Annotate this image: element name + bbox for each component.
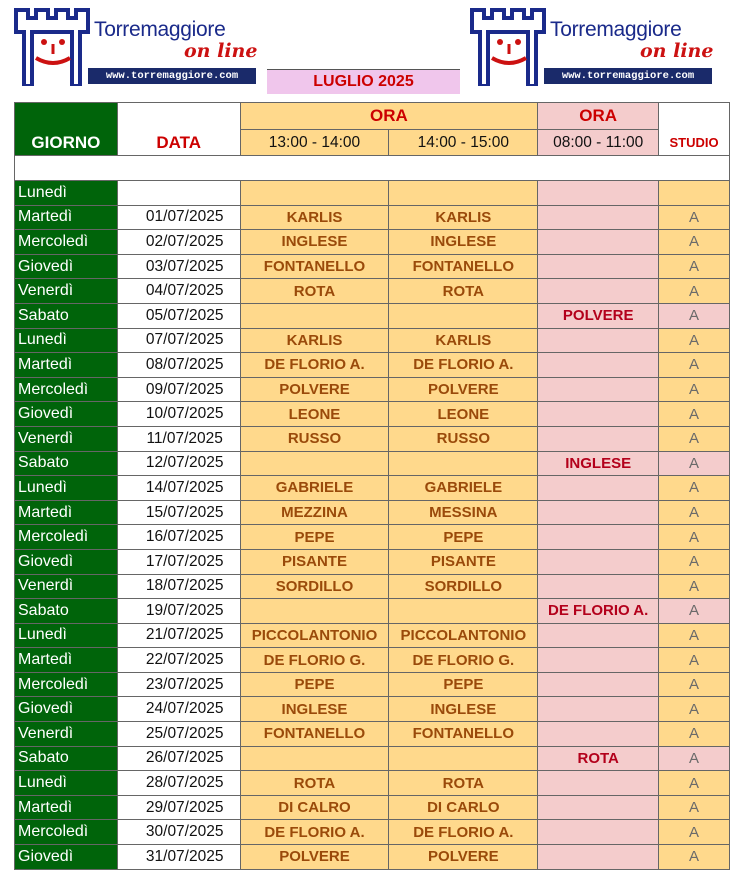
slot-3-cell xyxy=(538,549,659,574)
slot-1-cell: GABRIELE xyxy=(240,476,389,501)
table-row xyxy=(15,328,730,353)
slot-2-cell: DE FLORIO A. xyxy=(389,820,538,845)
slot-1-cell: KARLIS xyxy=(240,205,389,230)
date-cell: 01/07/2025 xyxy=(117,205,240,230)
studio-cell: A xyxy=(659,746,730,771)
date-cell: 11/07/2025 xyxy=(117,426,240,451)
day-cell: Martedì xyxy=(15,500,118,525)
date-cell: 10/07/2025 xyxy=(117,402,240,427)
slot-3-cell xyxy=(538,426,659,451)
studio-cell: A xyxy=(659,697,730,722)
date-cell: 21/07/2025 xyxy=(117,623,240,648)
table-row xyxy=(15,672,730,697)
slot-2-cell: FONTANELLO xyxy=(389,722,538,747)
slot-1-cell: LEONE xyxy=(240,402,389,427)
brand-name: Torremaggiore xyxy=(550,18,682,41)
date-cell: 07/07/2025 xyxy=(117,328,240,353)
slot-3-cell xyxy=(538,795,659,820)
table-row xyxy=(15,205,730,230)
table-row xyxy=(15,525,730,550)
slot-1-cell: KARLIS xyxy=(240,328,389,353)
studio-cell: A xyxy=(659,722,730,747)
studio-cell: A xyxy=(659,574,730,599)
slot-1-cell: FONTANELLO xyxy=(240,722,389,747)
day-cell: Martedì xyxy=(15,353,118,378)
date-cell: 26/07/2025 xyxy=(117,746,240,771)
day-cell: Sabato xyxy=(15,451,118,476)
slot-1-cell xyxy=(240,599,389,624)
day-cell: Martedì xyxy=(15,795,118,820)
day-cell: Mercoledì xyxy=(15,820,118,845)
slot-3-cell xyxy=(538,328,659,353)
slot-1-cell: INGLESE xyxy=(240,697,389,722)
slot-1-cell: SORDILLO xyxy=(240,574,389,599)
studio-cell xyxy=(659,181,730,206)
day-cell: Venerdì xyxy=(15,279,118,304)
table-row xyxy=(15,820,730,845)
slot-1-cell: ROTA xyxy=(240,279,389,304)
slot-3-cell xyxy=(538,697,659,722)
day-cell: Sabato xyxy=(15,599,118,624)
brand-tagline: on line xyxy=(184,40,258,62)
studio-cell: A xyxy=(659,672,730,697)
date-cell: 25/07/2025 xyxy=(117,722,240,747)
slot-3-cell xyxy=(538,476,659,501)
slot-3-cell xyxy=(538,845,659,870)
slot-1-cell: ROTA xyxy=(240,771,389,796)
day-cell: Lunedì xyxy=(15,328,118,353)
day-cell: Sabato xyxy=(15,746,118,771)
website-url[interactable]: www.torremaggiore.com xyxy=(88,68,256,84)
table-row xyxy=(15,845,730,870)
slot-2-cell: POLVERE xyxy=(389,377,538,402)
table-row xyxy=(15,574,730,599)
day-cell: Martedì xyxy=(15,648,118,673)
slot-2-cell: INGLESE xyxy=(389,230,538,255)
spacer-row xyxy=(15,156,730,181)
slot-2-cell xyxy=(389,599,538,624)
schedule-table xyxy=(14,102,730,870)
date-cell: 17/07/2025 xyxy=(117,549,240,574)
studio-cell: A xyxy=(659,230,730,255)
day-cell: Giovedì xyxy=(15,402,118,427)
day-cell: Sabato xyxy=(15,303,118,328)
table-row xyxy=(15,230,730,255)
table-row xyxy=(15,697,730,722)
slot-2-cell xyxy=(389,451,538,476)
slot-3-cell xyxy=(538,353,659,378)
day-cell: Lunedì xyxy=(15,181,118,206)
slot-3-cell xyxy=(538,672,659,697)
table-row xyxy=(15,377,730,402)
slot-2-cell: ROTA xyxy=(389,279,538,304)
studio-cell: A xyxy=(659,599,730,624)
slot-2-cell: PEPE xyxy=(389,525,538,550)
studio-cell: A xyxy=(659,377,730,402)
table-row xyxy=(15,746,730,771)
studio-cell: A xyxy=(659,426,730,451)
slot-3-cell xyxy=(538,230,659,255)
month-title: LUGLIO 2025 xyxy=(267,69,460,94)
header-slot-1: 13:00 - 14:00 xyxy=(240,130,389,156)
slot-1-cell xyxy=(240,746,389,771)
date-cell: 28/07/2025 xyxy=(117,771,240,796)
slot-1-cell: DE FLORIO A. xyxy=(240,820,389,845)
slot-3-cell xyxy=(538,623,659,648)
slot-2-cell: PICCOLANTONIO xyxy=(389,623,538,648)
slot-3-cell xyxy=(538,279,659,304)
slot-1-cell xyxy=(240,303,389,328)
day-cell: Mercoledì xyxy=(15,672,118,697)
studio-cell: A xyxy=(659,476,730,501)
slot-2-cell: DI CARLO xyxy=(389,795,538,820)
date-cell: 23/07/2025 xyxy=(117,672,240,697)
table-row xyxy=(15,549,730,574)
slot-1-cell: RUSSO xyxy=(240,426,389,451)
day-cell: Lunedì xyxy=(15,771,118,796)
day-cell: Venerdì xyxy=(15,722,118,747)
studio-cell: A xyxy=(659,771,730,796)
studio-cell: A xyxy=(659,353,730,378)
date-cell: 03/07/2025 xyxy=(117,254,240,279)
slot-2-cell: PEPE xyxy=(389,672,538,697)
studio-cell: A xyxy=(659,205,730,230)
studio-cell: A xyxy=(659,549,730,574)
date-cell: 16/07/2025 xyxy=(117,525,240,550)
slot-2-cell: GABRIELE xyxy=(389,476,538,501)
table-row xyxy=(15,500,730,525)
table-row xyxy=(15,648,730,673)
tower-logo-icon xyxy=(470,6,552,86)
date-cell: 08/07/2025 xyxy=(117,353,240,378)
studio-cell: A xyxy=(659,648,730,673)
slot-3-cell xyxy=(538,402,659,427)
table-row xyxy=(15,795,730,820)
table-row xyxy=(15,426,730,451)
slot-2-cell xyxy=(389,181,538,206)
date-cell: 12/07/2025 xyxy=(117,451,240,476)
slot-3-cell xyxy=(538,648,659,673)
slot-3-cell xyxy=(538,254,659,279)
day-cell: Lunedì xyxy=(15,476,118,501)
date-cell: 02/07/2025 xyxy=(117,230,240,255)
slot-1-cell: DE FLORIO A. xyxy=(240,353,389,378)
date-cell: 15/07/2025 xyxy=(117,500,240,525)
studio-cell: A xyxy=(659,451,730,476)
slot-2-cell: FONTANELLO xyxy=(389,254,538,279)
tower-logo-icon xyxy=(14,6,96,86)
slot-1-cell: DE FLORIO G. xyxy=(240,648,389,673)
day-cell: Venerdì xyxy=(15,426,118,451)
date-cell: 30/07/2025 xyxy=(117,820,240,845)
slot-3-cell xyxy=(538,525,659,550)
date-cell: 04/07/2025 xyxy=(117,279,240,304)
slot-2-cell: PISANTE xyxy=(389,549,538,574)
slot-2-cell: MESSINA xyxy=(389,500,538,525)
slot-3-cell: INGLESE xyxy=(538,451,659,476)
table-row xyxy=(15,771,730,796)
slot-1-cell: POLVERE xyxy=(240,377,389,402)
table-row xyxy=(15,402,730,427)
slot-1-cell: PISANTE xyxy=(240,549,389,574)
slot-3-cell xyxy=(538,820,659,845)
slot-3-cell xyxy=(538,181,659,206)
slot-2-cell xyxy=(389,303,538,328)
studio-cell: A xyxy=(659,500,730,525)
date-cell xyxy=(117,181,240,206)
date-cell: 18/07/2025 xyxy=(117,574,240,599)
day-cell: Giovedì xyxy=(15,549,118,574)
slot-1-cell: PEPE xyxy=(240,672,389,697)
table-row xyxy=(15,722,730,747)
slot-1-cell: FONTANELLO xyxy=(240,254,389,279)
website-url[interactable]: www.torremaggiore.com xyxy=(544,68,712,84)
slot-3-cell: DE FLORIO A. xyxy=(538,599,659,624)
header-data: DATA xyxy=(117,103,240,156)
studio-cell: A xyxy=(659,279,730,304)
header-row-1 xyxy=(15,103,730,130)
studio-cell: A xyxy=(659,623,730,648)
table-row xyxy=(15,181,730,206)
table-row xyxy=(15,599,730,624)
slot-2-cell xyxy=(389,746,538,771)
slot-1-cell xyxy=(240,181,389,206)
header-ora-morning: ORA xyxy=(538,103,659,130)
slot-3-cell xyxy=(538,500,659,525)
day-cell: Giovedì xyxy=(15,697,118,722)
date-cell: 29/07/2025 xyxy=(117,795,240,820)
slot-2-cell: INGLESE xyxy=(389,697,538,722)
slot-1-cell: INGLESE xyxy=(240,230,389,255)
day-cell: Lunedì xyxy=(15,623,118,648)
header-studio: STUDIO xyxy=(659,130,730,156)
header-giorno: GIORNO xyxy=(15,103,118,156)
slot-3-cell xyxy=(538,574,659,599)
slot-2-cell: DE FLORIO G. xyxy=(389,648,538,673)
header-slot-3: 08:00 - 11:00 xyxy=(538,130,659,156)
slot-1-cell xyxy=(240,451,389,476)
date-cell: 31/07/2025 xyxy=(117,845,240,870)
studio-cell: A xyxy=(659,303,730,328)
header-ora-afternoon: ORA xyxy=(240,103,538,130)
studio-cell: A xyxy=(659,328,730,353)
slot-2-cell: RUSSO xyxy=(389,426,538,451)
header-slot-2: 14:00 - 15:00 xyxy=(389,130,538,156)
day-cell: Giovedì xyxy=(15,845,118,870)
slot-3-cell xyxy=(538,205,659,230)
slot-2-cell: DE FLORIO A. xyxy=(389,353,538,378)
table-row xyxy=(15,353,730,378)
table-row xyxy=(15,623,730,648)
day-cell: Mercoledì xyxy=(15,230,118,255)
studio-cell: A xyxy=(659,820,730,845)
date-cell: 24/07/2025 xyxy=(117,697,240,722)
slot-2-cell: POLVERE xyxy=(389,845,538,870)
table-row xyxy=(15,451,730,476)
day-cell: Venerdì xyxy=(15,574,118,599)
studio-cell: A xyxy=(659,845,730,870)
slot-1-cell: POLVERE xyxy=(240,845,389,870)
slot-3-cell xyxy=(538,722,659,747)
slot-3-cell xyxy=(538,771,659,796)
table-row xyxy=(15,279,730,304)
brand-name: Torremaggiore xyxy=(94,18,226,41)
table-row xyxy=(15,476,730,501)
date-cell: 19/07/2025 xyxy=(117,599,240,624)
slot-2-cell: LEONE xyxy=(389,402,538,427)
date-cell: 14/07/2025 xyxy=(117,476,240,501)
slot-2-cell: SORDILLO xyxy=(389,574,538,599)
day-cell: Mercoledì xyxy=(15,377,118,402)
day-cell: Mercoledì xyxy=(15,525,118,550)
logo-torremaggiore-right xyxy=(470,6,715,86)
slot-3-cell: ROTA xyxy=(538,746,659,771)
day-cell: Martedì xyxy=(15,205,118,230)
slot-3-cell: POLVERE xyxy=(538,303,659,328)
header-studio-top xyxy=(659,103,730,130)
slot-1-cell: PICCOLANTONIO xyxy=(240,623,389,648)
table-row xyxy=(15,254,730,279)
date-cell: 09/07/2025 xyxy=(117,377,240,402)
table-row xyxy=(15,303,730,328)
slot-2-cell: ROTA xyxy=(389,771,538,796)
slot-1-cell: MEZZINA xyxy=(240,500,389,525)
studio-cell: A xyxy=(659,254,730,279)
slot-2-cell: KARLIS xyxy=(389,328,538,353)
studio-cell: A xyxy=(659,525,730,550)
slot-1-cell: PEPE xyxy=(240,525,389,550)
brand-tagline: on line xyxy=(640,40,714,62)
day-cell: Giovedì xyxy=(15,254,118,279)
date-cell: 05/07/2025 xyxy=(117,303,240,328)
date-cell: 22/07/2025 xyxy=(117,648,240,673)
logo-torremaggiore-left xyxy=(14,6,259,86)
spacer-cell xyxy=(15,156,730,181)
slot-2-cell: KARLIS xyxy=(389,205,538,230)
slot-3-cell xyxy=(538,377,659,402)
studio-cell: A xyxy=(659,402,730,427)
studio-cell: A xyxy=(659,795,730,820)
slot-1-cell: DI CALRO xyxy=(240,795,389,820)
